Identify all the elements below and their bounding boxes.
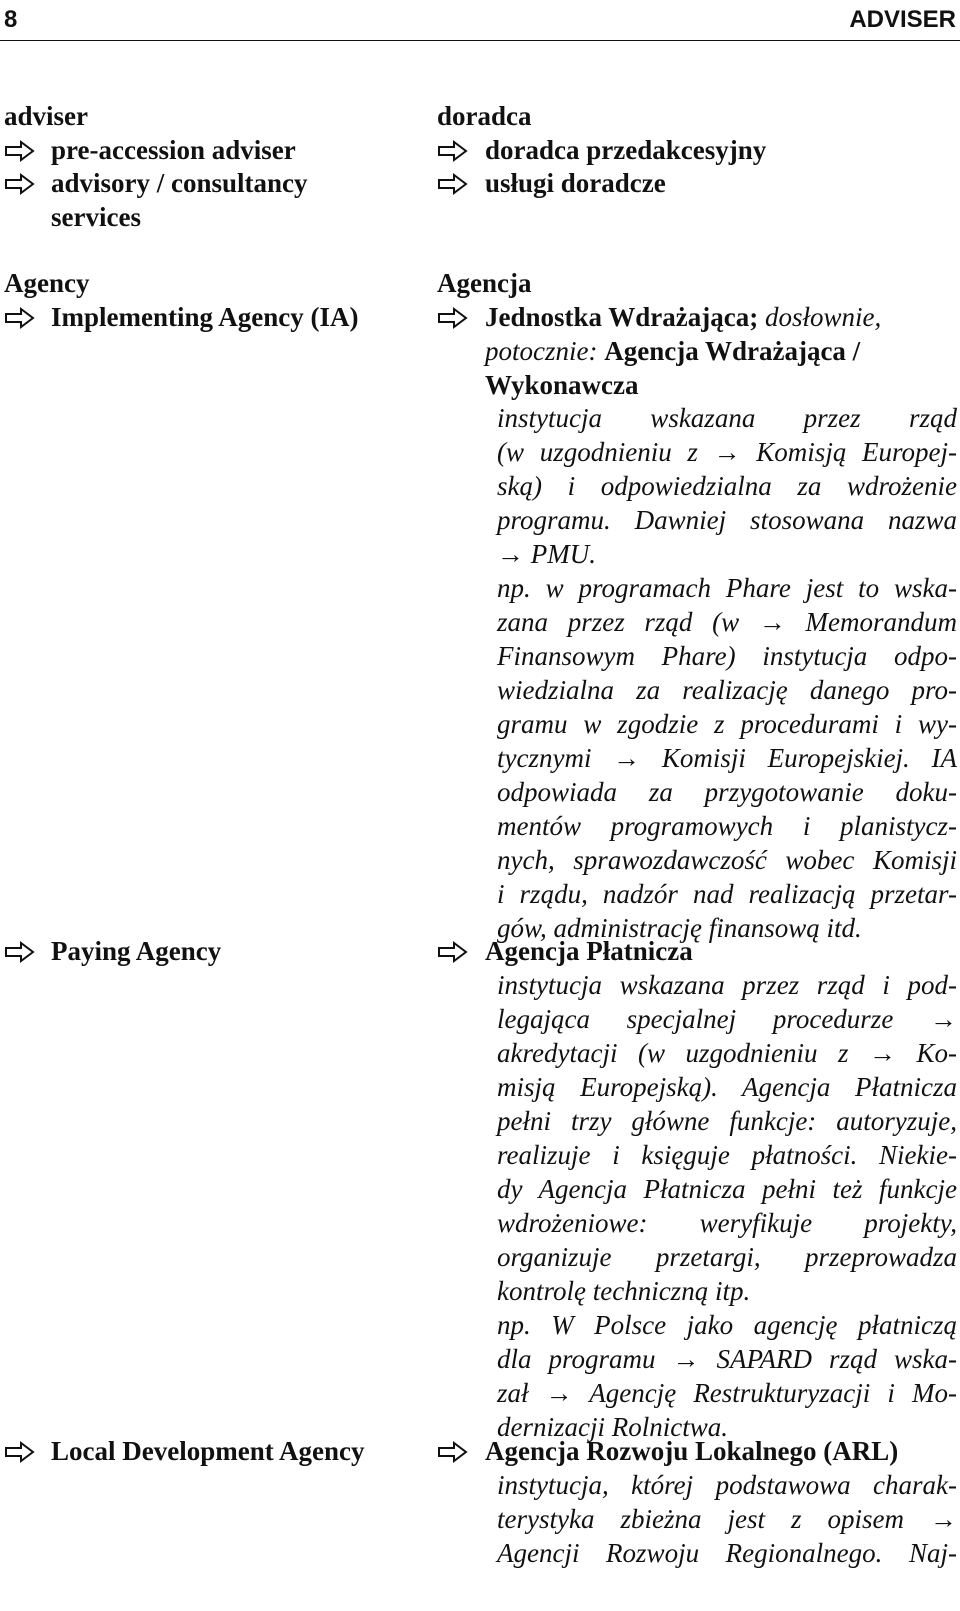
sub-pl-wykonawcza: Wykonawcza	[485, 370, 639, 400]
term-note: dosłownie,	[758, 302, 882, 332]
hollow-arrow-icon	[438, 307, 468, 329]
sub-pl-agencja-rozwoju-lokalnego: Agencja Rozwoju Lokalnego (ARL)	[485, 1436, 899, 1466]
definition-line: legająca specjalnej procedurze →	[497, 1004, 957, 1034]
definition-line: zana przez rząd (w → Memorandum	[497, 607, 957, 637]
definition-line: gów, administrację finansową itd.	[497, 913, 862, 943]
definition-line: Finansowym Phare) instytucja odpo-	[497, 641, 957, 671]
hollow-arrow-icon	[5, 307, 35, 329]
sub-en-paying-agency: Paying Agency	[51, 936, 222, 966]
definition-implementing-agency	[497, 401, 957, 945]
definition-line: pełni trzy główne funkcje: autoryzuje,	[497, 1106, 957, 1136]
definition-line: (w uzgodnieniu z → Komisją Europej-	[497, 437, 957, 467]
definition-line: np. W Polsce jako agencję płatniczą	[497, 1310, 957, 1340]
hollow-arrow-icon	[5, 941, 35, 963]
term-note: potocznie:	[485, 336, 605, 366]
sub-en-advisory-consultancy: advisory / consultancy	[51, 168, 308, 198]
definition-line: misją Europejską). Agencja Płatnicza	[497, 1072, 957, 1102]
definition-line: instytucja, której podstawowa charak-	[497, 1470, 957, 1500]
headword-en-adviser: adviser	[4, 101, 88, 131]
sub-en-implementing-agency: Implementing Agency (IA)	[51, 302, 359, 332]
hollow-arrow-icon	[438, 1441, 468, 1463]
running-title: ADVISER	[849, 6, 956, 33]
definition-line: Agencji Rozwoju Regionalnego. Naj-	[497, 1538, 957, 1568]
definition-line: realizuje i księguje płatności. Niekie-	[497, 1140, 957, 1170]
definition-line: akredytacji (w uzgodnieniu z → Ko-	[497, 1038, 957, 1068]
hollow-arrow-icon	[5, 173, 35, 195]
definition-line: odpowiada za przygotowanie doku-	[497, 777, 957, 807]
definition-line: nych, sprawozdawczość wobec Komisji	[497, 845, 957, 875]
definition-line: wdrożeniowe: weryfikuje projekty,	[497, 1208, 957, 1238]
definition-line: instytucja wskazana przez rząd i pod-	[497, 970, 957, 1000]
hollow-arrow-icon	[5, 1441, 35, 1463]
definition-line: tycznymi → Komisji Europejskiej. IA	[497, 743, 957, 773]
hollow-arrow-icon	[438, 941, 468, 963]
definition-line: np. w programach Phare jest to wska-	[497, 573, 957, 603]
sub-pl-agencja-platnicza: Agencja Płatnicza	[485, 936, 693, 966]
definition-line: zał → Agencję Restrukturyzacji i Mo-	[497, 1378, 957, 1408]
sub-en-pre-accession-adviser: pre-accession adviser	[51, 135, 296, 165]
definition-line: i rządu, nadzór nad realizacją przetar-	[497, 879, 957, 909]
definition-line: dla programu → SAPARD rząd wska-	[497, 1344, 957, 1374]
definition-line: dy Agencja Płatnicza pełni też funkcje	[497, 1174, 957, 1204]
sub-en-local-development-agency: Local Development Agency	[51, 1436, 365, 1466]
term-bold: Agencja Wdrażająca /	[604, 336, 861, 366]
definition-line: mentów programowych i planistycz-	[497, 811, 957, 841]
definition-line: organizuje przetargi, przeprowadza	[497, 1242, 957, 1272]
page-number: 8	[4, 6, 18, 33]
definition-line: dernizacji Rolnictwa.	[497, 1412, 728, 1442]
definition-paying-agency	[497, 968, 957, 1444]
sub-pl-agencja-wdrazajaca	[485, 334, 860, 368]
headword-pl-agencja: Agencja	[437, 268, 532, 298]
definition-line: gramu w zgodzie z procedurami i wy-	[497, 709, 957, 739]
definition-line: ską) i odpowiedzialna za wdrożenie	[497, 471, 957, 501]
headword-pl-doradca: doradca	[437, 101, 532, 131]
sub-en-services: services	[51, 202, 141, 232]
definition-line: kontrolę techniczną itp.	[497, 1276, 751, 1306]
term-bold: Jednostka Wdrażająca;	[485, 302, 759, 332]
headword-en-agency: Agency	[4, 268, 90, 298]
definition-line: → PMU.	[497, 539, 596, 569]
sub-pl-jednostka-wdrazajaca	[485, 300, 881, 334]
sub-pl-doradca-przedakcesyjny: doradca przedakcesyjny	[485, 135, 767, 165]
hollow-arrow-icon	[438, 140, 468, 162]
definition-line: instytucja wskazana przez rząd	[497, 403, 957, 433]
definition-local-development-agency	[497, 1468, 957, 1570]
hollow-arrow-icon	[5, 140, 35, 162]
sub-pl-uslugi-doradcze: usługi doradcze	[485, 168, 666, 198]
definition-line: wiedzialna za realizację danego pro-	[497, 675, 957, 705]
definition-line: programu. Dawniej stosowana nazwa	[497, 505, 957, 535]
hollow-arrow-icon	[438, 173, 468, 195]
definition-line: terystyka zbieżna jest z opisem →	[497, 1504, 957, 1534]
